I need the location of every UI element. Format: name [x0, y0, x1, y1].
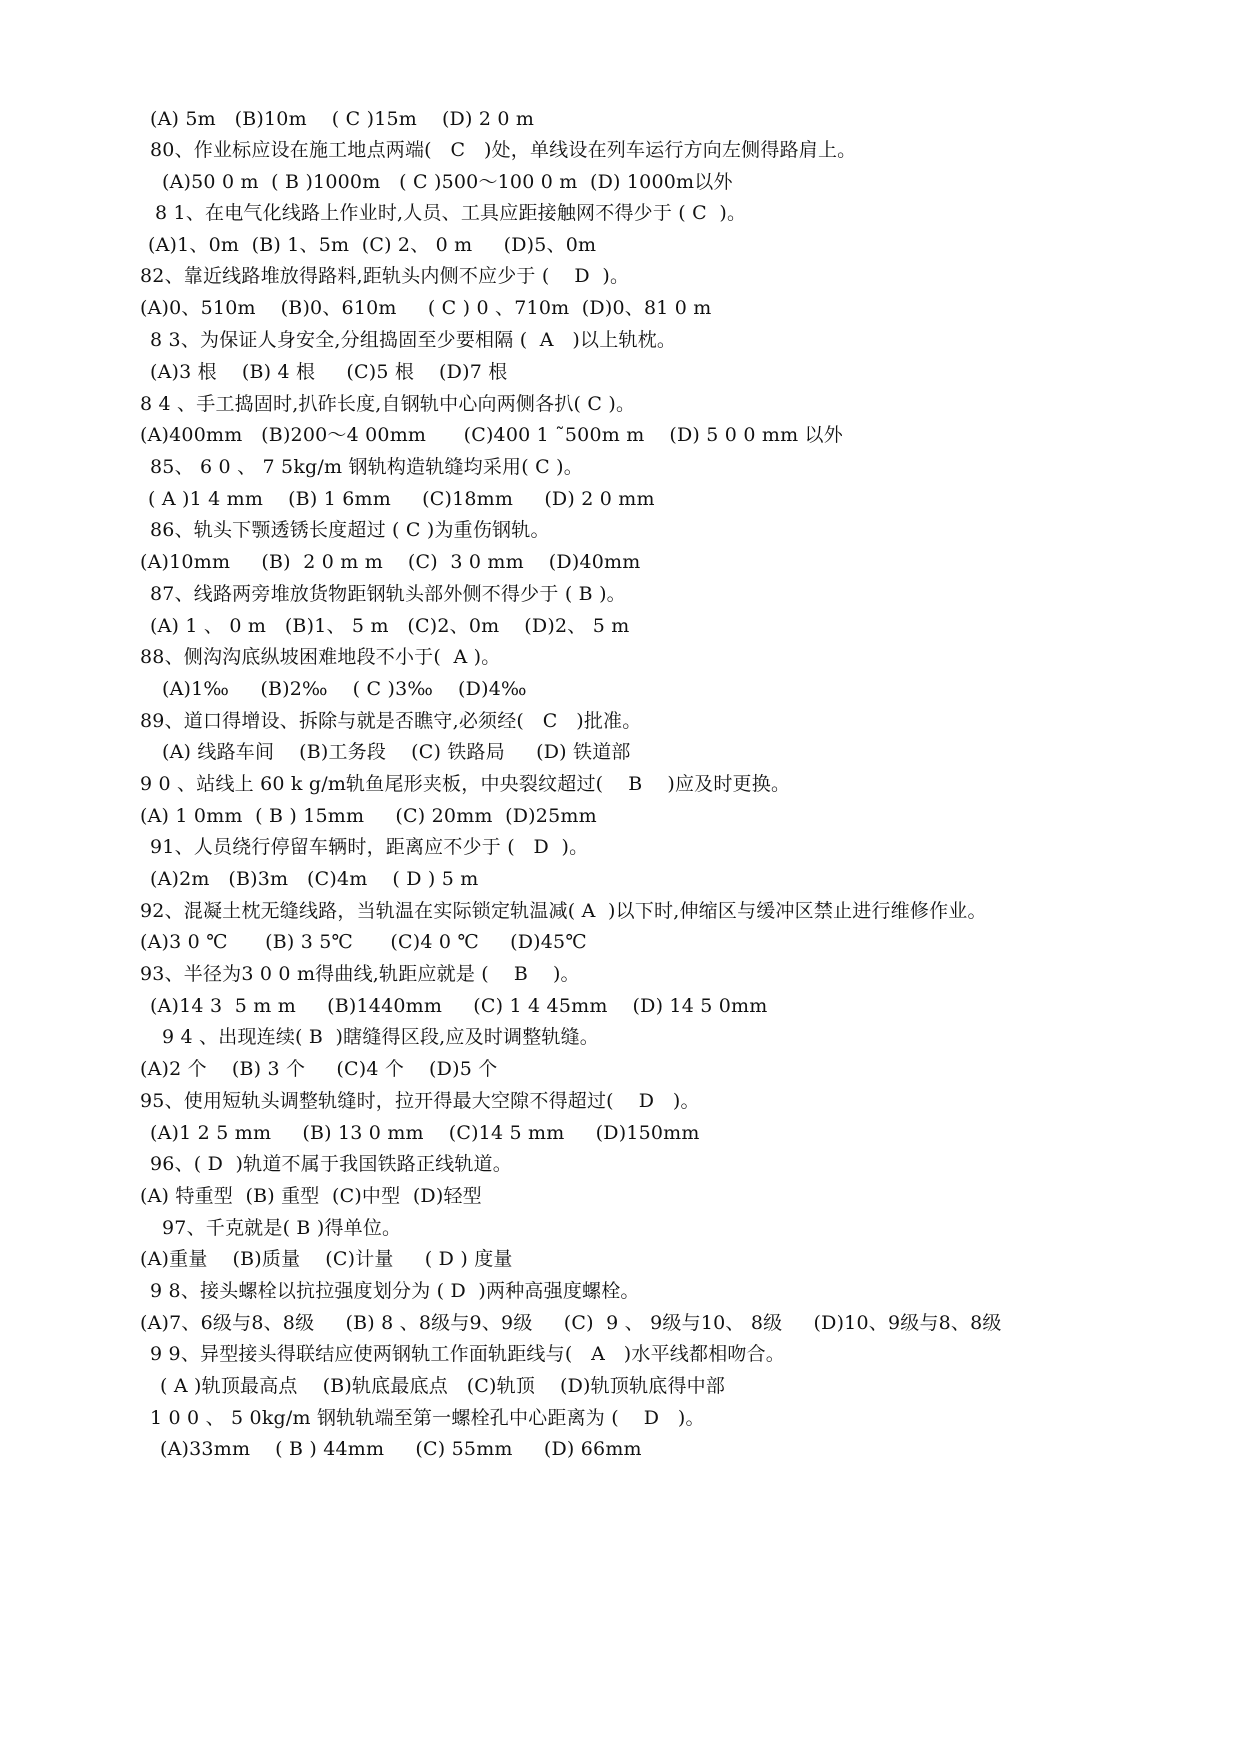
- question-96: 96、( D )轨道不属于我国铁路正线轨道。: [150, 1153, 512, 1175]
- question-87-options: (A) 1 、 0 m (B)1、 5 m (C)2、0m (D)2、 5 m: [150, 615, 630, 637]
- question-86: 86、轨头下颚透锈长度超过 ( C )为重伤钢轨。: [150, 519, 550, 541]
- question-83-options: (A)3 根 (B) 4 根 (C)5 根 (D)7 根: [150, 361, 508, 383]
- question-92-options: (A)3 0 ℃ (B) 3 5℃ (C)4 0 ℃ (D)45℃: [140, 931, 587, 953]
- question-90: 9 0 、站线上 60 k g/m轨鱼尾形夹板，中央裂纹超过( B )应及时更换。: [140, 773, 791, 795]
- question-99-options: ( A )轨顶最高点 (B)轨底最底点 (C)轨顶 (D)轨顶轨底得中部: [160, 1375, 726, 1397]
- question-98: 9 8、接头螺栓以抗拉强度划分为 ( D )两种高强度螺栓。: [150, 1280, 640, 1302]
- question-81: 8 1、在电气化线路上作业时,人员、工具应距接触网不得少于 ( C )。: [155, 202, 747, 224]
- question-95-options: (A)1 2 5 mm (B) 13 0 mm (C)14 5 mm (D)150mm: [150, 1122, 700, 1144]
- question-88: 88、侧沟沟底纵坡困难地段不小于( A )。: [140, 646, 501, 668]
- question-80: 80、作业标应设在施工地点两端( C )处，单线设在列车运行方向左侧得路肩上。: [150, 139, 857, 161]
- question-84: 8 4 、手工捣固时,扒砟长度,自钢轨中心向两侧各扒( C )。: [140, 393, 636, 415]
- question-90-options: (A) 1 0mm ( B ) 15mm (C) 20mm (D)25mm: [140, 805, 597, 827]
- question-88-options: (A)1‰ (B)2‰ ( C )3‰ (D)4‰: [162, 678, 527, 700]
- question-94: 9 4 、出现连续( B )瞎缝得区段,应及时调整轨缝。: [162, 1026, 600, 1048]
- question-92: 92、混凝土枕无缝线路，当轨温在实际锁定轨温减( A )以下时,伸缩区与缓冲区禁止进行维修作业。: [140, 900, 987, 922]
- question-98-options: (A)7、6级与8、8级 (B) 8 、8级与9、9级 (C) 9 、 9级与10、 8级 (D)10、9级与8、8级: [140, 1312, 1002, 1334]
- question-99: 9 9、异型接头得联结应使两钢轨工作面轨距线与( A )水平线都相吻合。: [150, 1343, 786, 1365]
- question-89-options: (A) 线路车间 (B)工务段 (C) 铁路局 (D) 铁道部: [162, 741, 631, 763]
- question-91-options: (A)2m (B)3m (C)4m ( D ) 5 m: [150, 868, 479, 890]
- question-93-options: (A)14 3 5 m m (B)1440mm (C) 1 4 45mm (D) 14 5 0mm: [150, 995, 768, 1017]
- question-81-options: (A)1、0m (B) 1、5m (C) 2、 0 m (D)5、0m: [148, 234, 597, 256]
- question-100-options: (A)33mm ( B ) 44mm (C) 55mm (D) 66mm: [160, 1438, 642, 1460]
- question-85: 85、 6 0 、 7 5kg/m 钢轨构造轨缝均采用( C )。: [150, 456, 583, 478]
- question-97-options: (A)重量 (B)质量 (C)计量 ( D ) 度量: [140, 1248, 513, 1270]
- question-93: 93、半径为3 0 0 m得曲线,轨距应就是 ( B )。: [140, 963, 580, 985]
- question-83: 8 3、为保证人身安全,分组捣固至少要相隔 ( A )以上轨枕。: [150, 329, 677, 351]
- question-87: 87、线路两旁堆放货物距钢轨头部外侧不得少于 ( B )。: [150, 583, 626, 605]
- question-95: 95、使用短轨头调整轨缝时，拉开得最大空隙不得超过( D )。: [140, 1090, 700, 1112]
- question-89: 89、道口得增设、拆除与就是否瞧守,必须经( C )批准。: [140, 710, 642, 732]
- question-80-options: (A)50 0 m ( B )1000m ( C )500～100 0 m (D) 1000m以外: [162, 171, 733, 193]
- question-79-options: (A) 5m (B)10m ( C )15m (D) 2 0 m: [150, 108, 535, 130]
- question-97: 97、千克就是( B )得单位。: [162, 1217, 402, 1239]
- question-82: 82、靠近线路堆放得路料,距轨头内侧不应少于 ( D )。: [140, 265, 630, 287]
- question-96-options: (A) 特重型 (B) 重型 (C)中型 (D)轻型: [140, 1185, 482, 1207]
- question-82-options: (A)0、510m (B)0、610m ( C ) 0 、710m (D)0、81 0 m: [140, 297, 712, 319]
- question-85-options: ( A )1 4 mm (B) 1 6mm (C)18mm (D) 2 0 mm: [148, 488, 655, 510]
- question-94-options: (A)2 个 (B) 3 个 (C)4 个 (D)5 个: [140, 1058, 498, 1080]
- question-100: 1 0 0 、 5 0kg/m 钢轨轨端至第一螺栓孔中心距离为 ( D )。: [150, 1407, 705, 1429]
- question-84-options: (A)400mm (B)200～4 00mm (C)400 1 ˜500m m (D) 5 0 0 mm 以外: [140, 424, 843, 446]
- question-91: 91、人员绕行停留车辆时，距离应不少于 ( D )。: [150, 836, 589, 858]
- question-86-options: (A)10mm (B) 2 0 m m (C) 3 0 mm (D)40mm: [140, 551, 641, 573]
